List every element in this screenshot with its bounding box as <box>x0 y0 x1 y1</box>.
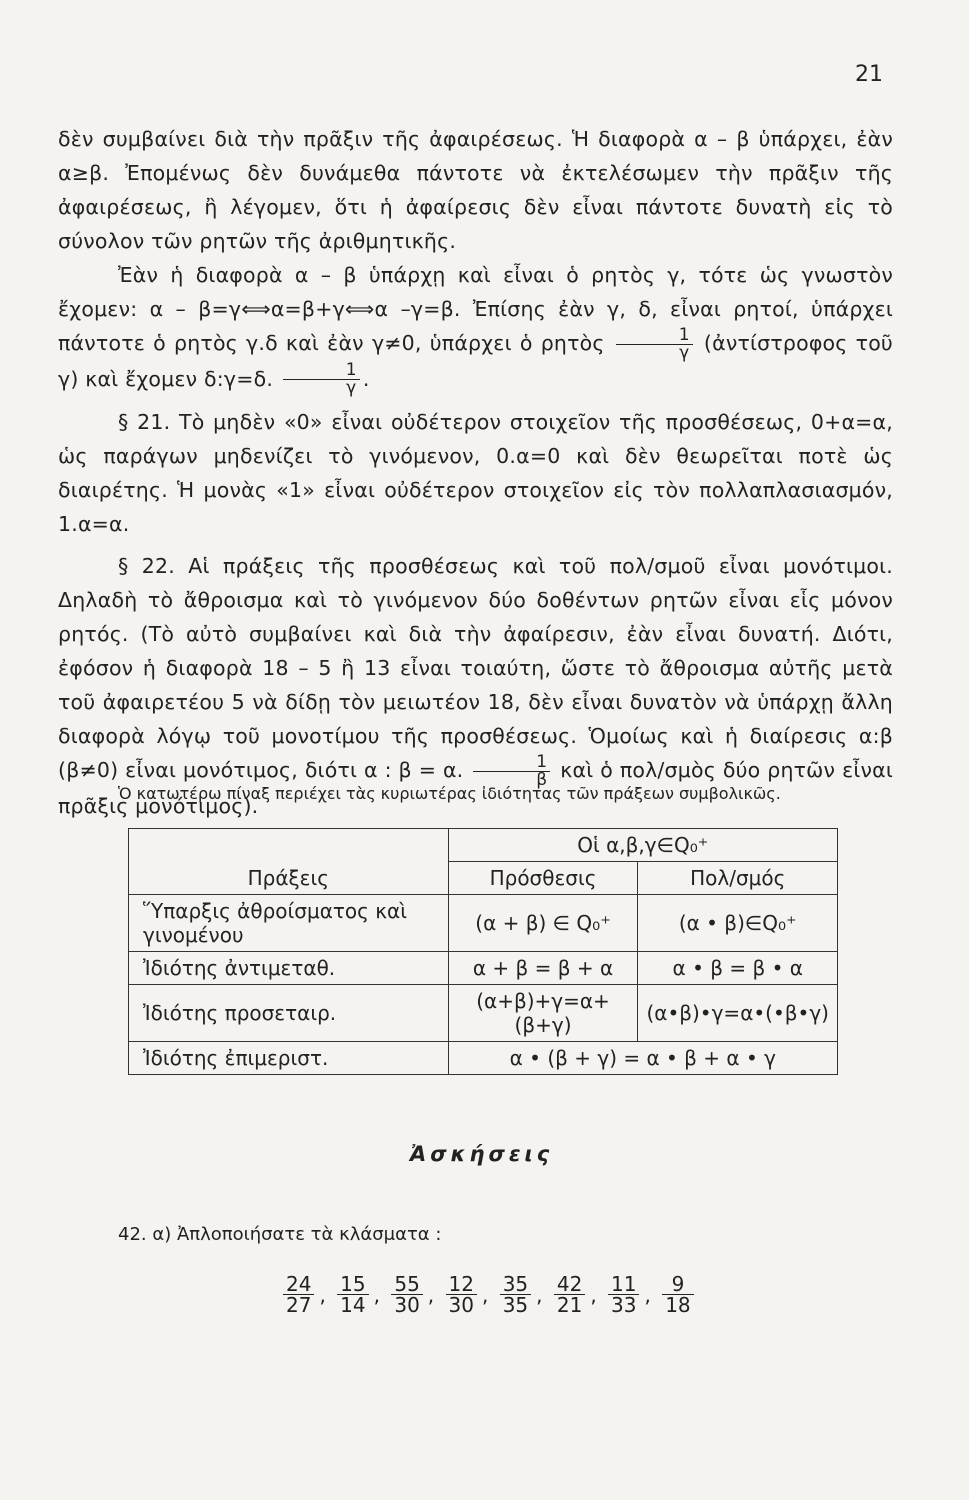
separator: , <box>481 1282 489 1307</box>
row-label: Ἰδιότης ἀντιμεταθ. <box>129 952 449 985</box>
exercise-fraction <box>391 1274 422 1315</box>
exercise-fraction <box>446 1274 477 1315</box>
table-row <box>129 985 838 1042</box>
paragraph-difference-text: Ἐὰν ἡ διαφορὰ α – β ὑπάρχῃ καὶ εἶναι ὁ ρητὸς γ, τότε ὡς γνωστὸν ἔχομεν: α – β=γ⟺α=β+γ⟺α –γ=β. Ἐπίσης ἐὰν γ, δ, εἶναι ρητοί, ὑπάρχει πάντοτε ὁ ρητὸς γ.δ καὶ ἐὰν γ≠0, ὑπάρχει ὁ ρητὸς <box>58 263 893 355</box>
separator: , <box>644 1282 651 1307</box>
fraction-denominator: 27 <box>286 1293 312 1317</box>
fraction-denominator: 14 <box>340 1293 366 1317</box>
exercises-title: Ἀσκήσεις <box>410 1142 554 1166</box>
header-multiplication: Πολ/σμός <box>638 862 838 895</box>
table-row <box>129 895 838 952</box>
row-label: Ὕπαρξις ἀθροίσματος καὶ γινομένου <box>129 895 449 952</box>
fraction-denominator: γ <box>679 342 690 363</box>
fraction-denominator: β <box>536 769 548 790</box>
header-addition: Πρόσθεσις <box>448 862 638 895</box>
fraction-denominator: 30 <box>394 1293 420 1317</box>
fraction-denominator: γ <box>346 378 357 398</box>
fraction-denominator: 18 <box>665 1293 691 1317</box>
table-row <box>129 1042 838 1075</box>
row-label: Ἰδιότης προσεταιρ. <box>129 985 449 1042</box>
row-label: Ἰδιότης ἐπιμεριστ. <box>129 1042 449 1075</box>
fraction-numerator: 12 <box>446 1274 477 1295</box>
paragraph-difference: Ἐὰν ἡ διαφορὰ α – β ὑπάρχῃ καὶ εἶναι ὁ ρητὸς γ, τότε ὡς γνωστὸν ἔχομεν: α – β=γ⟺α=β+γ⟺α –γ=β. Ἐπίσης ἐὰν γ, δ, εἶναι ρητοί, ὑπάρχει πάντοτε ὁ ρητὸς γ.δ καὶ ἐὰν γ≠0, ὑπάρχει ὁ ρητὸς $\frac{1}{\gamma}$ (ἀντίστροφος τοῦ γ) καὶ ἔχομεν δ:γ=δ. $\frac{1}{\gamma}$ . <box>58 263 893 398</box>
separator: , <box>427 1282 435 1307</box>
separator: , <box>373 1282 380 1307</box>
exercise-fraction <box>337 1274 368 1315</box>
fraction-denominator: 21 <box>556 1293 583 1317</box>
fraction-numerator: 11 <box>608 1274 639 1295</box>
fraction-numerator: 55 <box>391 1274 422 1295</box>
fraction-numerator: 15 <box>337 1274 368 1295</box>
paragraph-difference-text-2: (ἀντίστροφος τοῦ γ) καὶ ἔχομεν δ:γ=δ. <box>58 331 893 391</box>
exercise-fraction <box>283 1274 314 1315</box>
exercise-fraction <box>662 1274 693 1315</box>
fraction-denominator: 30 <box>448 1293 474 1317</box>
separator: , <box>319 1282 326 1307</box>
paragraph-section-22-text-2: καὶ ὁ πολ/σμὸς δύο ρητῶν εἶναι πρᾶξις μονότιμος). <box>58 758 893 818</box>
body-text <box>58 122 893 823</box>
table-row <box>129 829 838 862</box>
separator: , <box>590 1282 597 1307</box>
row-addition-cell: (α+β)+γ=α+(β+γ) <box>448 985 638 1042</box>
fraction-numerator: 1 <box>473 754 550 772</box>
fraction-numerator: 42 <box>554 1274 585 1295</box>
fraction-numerator: 35 <box>500 1274 531 1295</box>
row-addition-cell: (α + β) ∈ Q₀⁺ <box>448 895 638 952</box>
exercise-fractions <box>280 1274 697 1315</box>
fraction-one-over-gamma-2 <box>283 362 360 397</box>
row-distributive-cell: α • (β + γ) = α • β + α • γ <box>448 1042 837 1075</box>
paragraph-subtraction: δὲν συμβαίνει διὰ τὴν πρᾶξιν τῆς ἀφαιρέσεως. Ἡ διαφορὰ α – β ὑπάρχει, ἐὰν α≥β. Ἐπομένως δὲν δυνάμεθα πάντοτε νὰ ἐκτελέσωμεν τὴν πρᾶξιν τῆς ἀφαιρέσεως, ἢ λέγομεν, ὅτι ἡ ἀφαίρεσις δὲν εἶναι πάντοτε δυνατὴ εἰς τὸ σύνολον τῶν ρητῶν τῆς ἀριθμητικῆς. <box>58 127 893 253</box>
fraction-numerator: 1 <box>616 327 693 345</box>
row-multiplication-cell: α • β = β • α <box>638 952 838 985</box>
exercise-fraction <box>608 1274 639 1315</box>
fraction-denominator: 33 <box>611 1293 637 1317</box>
header-domain: Οἱ α,β,γ∈Q₀⁺ <box>448 829 837 862</box>
fraction-one-over-gamma <box>616 324 693 363</box>
row-multiplication-cell: (α•β)•γ=α•(•β•γ) <box>638 985 838 1042</box>
fraction-numerator: 24 <box>283 1274 314 1295</box>
exercise-fraction <box>500 1274 531 1315</box>
row-addition-cell: α + β = β + α <box>448 952 638 985</box>
paragraph-section-21: § 21. Τὸ μηδὲν «0» εἶναι οὐδέτερον στοιχεῖον τῆς προσθέσεως, 0+α=α, ὡς παράγων μηδενίζει τὸ γινόμενον, 0.α=0 καὶ δὲν θεωρεῖται ποτὲ ὡς διαιρέτης. Ἡ μονὰς «1» εἶναι οὐδέτερον στοιχεῖον εἰς τὸν πολλαπλασιασμόν, 1.α=α. <box>58 410 893 536</box>
table-caption: Ὁ κατωτέρω πίναξ περιέχει τὰς κυριωτέρας ἰδιότητας τῶν πράξεων συμβολικῶς. <box>118 784 781 803</box>
exercise-fraction <box>554 1274 585 1315</box>
paragraph-section-22 <box>58 549 893 823</box>
header-operations: Πράξεις <box>129 829 449 895</box>
exercise-42: 42. α) Ἀπλοποιήσατε τὰ κλάσματα : <box>118 1224 442 1245</box>
separator: , <box>536 1282 543 1307</box>
row-multiplication-cell: (α • β)∈Q₀⁺ <box>638 895 838 952</box>
fraction-numerator: 1 <box>283 362 360 380</box>
page-number: 21 <box>855 62 883 87</box>
operations-table <box>128 828 838 1075</box>
paragraph-section-22-text: § 22. Αἱ πράξεις τῆς προσθέσεως καὶ τοῦ πολ/σμοῦ εἶναι μονότιμοι. Δηλαδὴ τὸ ἄθροισμα καὶ τὸ γινόμενον δύο δοθέντων ρητῶν εἶναι εἷς μόνον ρητός. (Τὸ αὐτὸ συμβαίνει καὶ διὰ τὴν ἀφαίρεσιν, ἐὰν εἶναι δυνατή. Διότι, ἐφόσον ἡ διαφορὰ 18 – 5 ἢ 13 εἶναι τοιαύτη, ὥστε τὸ ἄθροισμα αὐτῆς μετὰ τοῦ ἀφαιρετέου 5 νὰ δίδῃ τὸν μειωτέον 18, δὲν εἶναι δυνατὸν νὰ ὑπάρχῃ ἄλλη διαφορὰ λόγῳ τοῦ μονοτίμου τῆς προσθέσεως. Ὁμοίως καὶ ἡ διαίρεσις α:β (β≠0) εἶναι μονότιμος, διότι α : β = α. <box>58 554 893 782</box>
fraction-denominator: 35 <box>502 1293 529 1317</box>
table-row <box>129 952 838 985</box>
fraction-numerator: 9 <box>662 1274 693 1295</box>
